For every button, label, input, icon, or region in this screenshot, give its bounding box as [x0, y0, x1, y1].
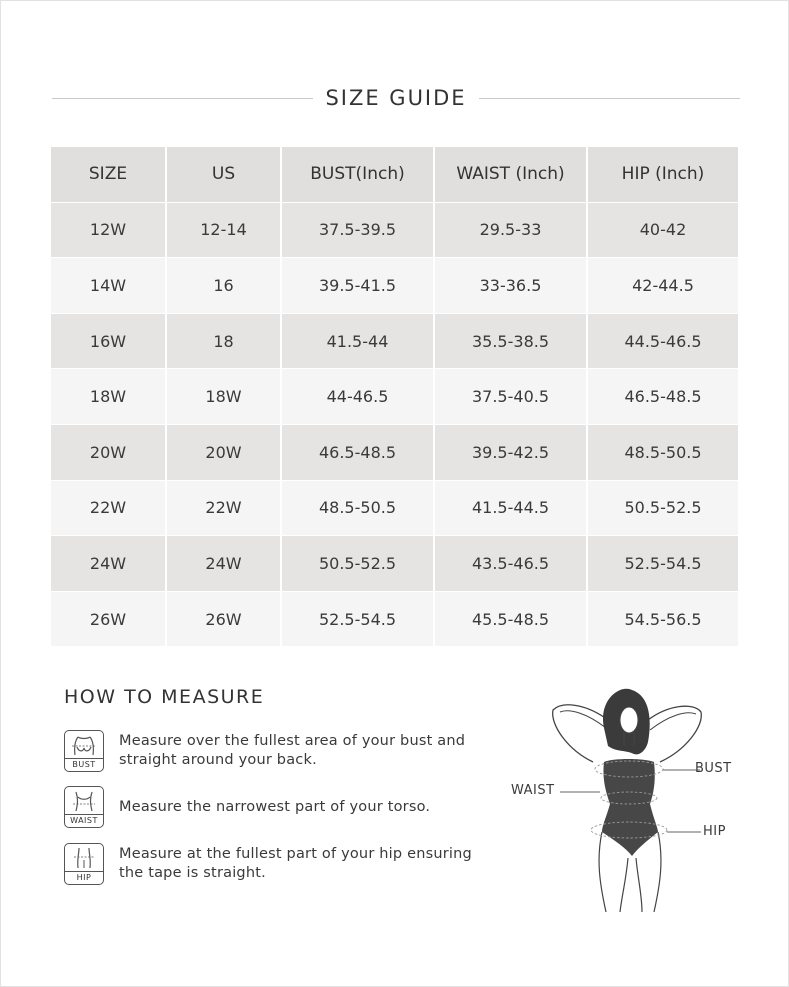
cell-us: 12-14	[166, 202, 281, 258]
cell-size: 22W	[51, 480, 166, 536]
cell-bust: 41.5-44	[281, 313, 434, 369]
cell-hip: 54.5-56.5	[587, 591, 738, 647]
cell-waist: 35.5-38.5	[434, 313, 587, 369]
cell-hip: 48.5-50.5	[587, 424, 738, 480]
cell-us: 22W	[166, 480, 281, 536]
cell-waist: 37.5-40.5	[434, 369, 587, 425]
table-row	[51, 424, 738, 480]
hip-instruction: Measure at the fullest part of your hip ensuring the tape is straight.	[119, 846, 472, 881]
cell-waist: 39.5-42.5	[434, 424, 587, 480]
cell-bust: 52.5-54.5	[281, 591, 434, 647]
how-to-measure-title: HOW TO MEASURE	[64, 686, 265, 708]
waist-icon-label: WAIST	[65, 814, 103, 826]
title-rule-left	[52, 98, 313, 99]
figure-label-waist: WAIST	[511, 783, 555, 798]
bust-instruction: Measure over the fullest area of your bust and straight around your back.	[119, 733, 466, 768]
cell-size: 26W	[51, 591, 166, 647]
cell-size: 20W	[51, 424, 166, 480]
table-row	[51, 313, 738, 369]
measure-item-hip	[64, 843, 479, 885]
table-row	[51, 202, 738, 258]
title-rule-right	[479, 98, 740, 99]
header-bust: BUST(Inch)	[281, 147, 434, 202]
table-row	[51, 480, 738, 536]
page-title: SIZE GUIDE	[325, 86, 467, 110]
cell-size: 16W	[51, 313, 166, 369]
bust-icon	[64, 730, 104, 772]
cell-us: 26W	[166, 591, 281, 647]
bust-icon-label: BUST	[65, 758, 103, 770]
cell-size: 18W	[51, 369, 166, 425]
cell-hip: 40-42	[587, 202, 738, 258]
cell-us: 24W	[166, 536, 281, 592]
cell-hip: 50.5-52.5	[587, 480, 738, 536]
table-row	[51, 536, 738, 592]
cell-us: 18W	[166, 369, 281, 425]
header-us: US	[166, 147, 281, 202]
cell-us: 16	[166, 258, 281, 314]
cell-size: 12W	[51, 202, 166, 258]
figure-label-bust: BUST	[695, 761, 732, 776]
cell-size: 24W	[51, 536, 166, 592]
waist-instruction: Measure the narrowest part of your torso.	[119, 798, 431, 815]
cell-bust: 50.5-52.5	[281, 536, 434, 592]
table-row	[51, 591, 738, 647]
cell-waist: 41.5-44.5	[434, 480, 587, 536]
waist-icon	[64, 786, 104, 828]
cell-bust: 46.5-48.5	[281, 424, 434, 480]
cell-hip: 52.5-54.5	[587, 536, 738, 592]
size-table	[51, 147, 738, 647]
figure-label-hip: HIP	[703, 824, 726, 839]
measure-item-bust	[64, 730, 479, 772]
table-row	[51, 258, 738, 314]
cell-us: 18	[166, 313, 281, 369]
cell-bust: 48.5-50.5	[281, 480, 434, 536]
cell-bust: 44-46.5	[281, 369, 434, 425]
hip-icon-label: HIP	[65, 871, 103, 883]
table-row	[51, 369, 738, 425]
cell-hip: 44.5-46.5	[587, 313, 738, 369]
body-figure	[508, 680, 748, 915]
title-row	[52, 82, 740, 114]
header-waist: WAIST (Inch)	[434, 147, 587, 202]
cell-waist: 33-36.5	[434, 258, 587, 314]
cell-waist: 45.5-48.5	[434, 591, 587, 647]
cell-us: 20W	[166, 424, 281, 480]
measure-item-waist	[64, 786, 479, 828]
cell-bust: 37.5-39.5	[281, 202, 434, 258]
header-size: SIZE	[51, 147, 166, 202]
cell-hip: 42-44.5	[587, 258, 738, 314]
cell-waist: 29.5-33	[434, 202, 587, 258]
cell-size: 14W	[51, 258, 166, 314]
header-hip: HIP (Inch)	[587, 147, 738, 202]
cell-bust: 39.5-41.5	[281, 258, 434, 314]
table-header-row	[51, 147, 738, 202]
cell-hip: 46.5-48.5	[587, 369, 738, 425]
hip-icon	[64, 843, 104, 885]
cell-waist: 43.5-46.5	[434, 536, 587, 592]
